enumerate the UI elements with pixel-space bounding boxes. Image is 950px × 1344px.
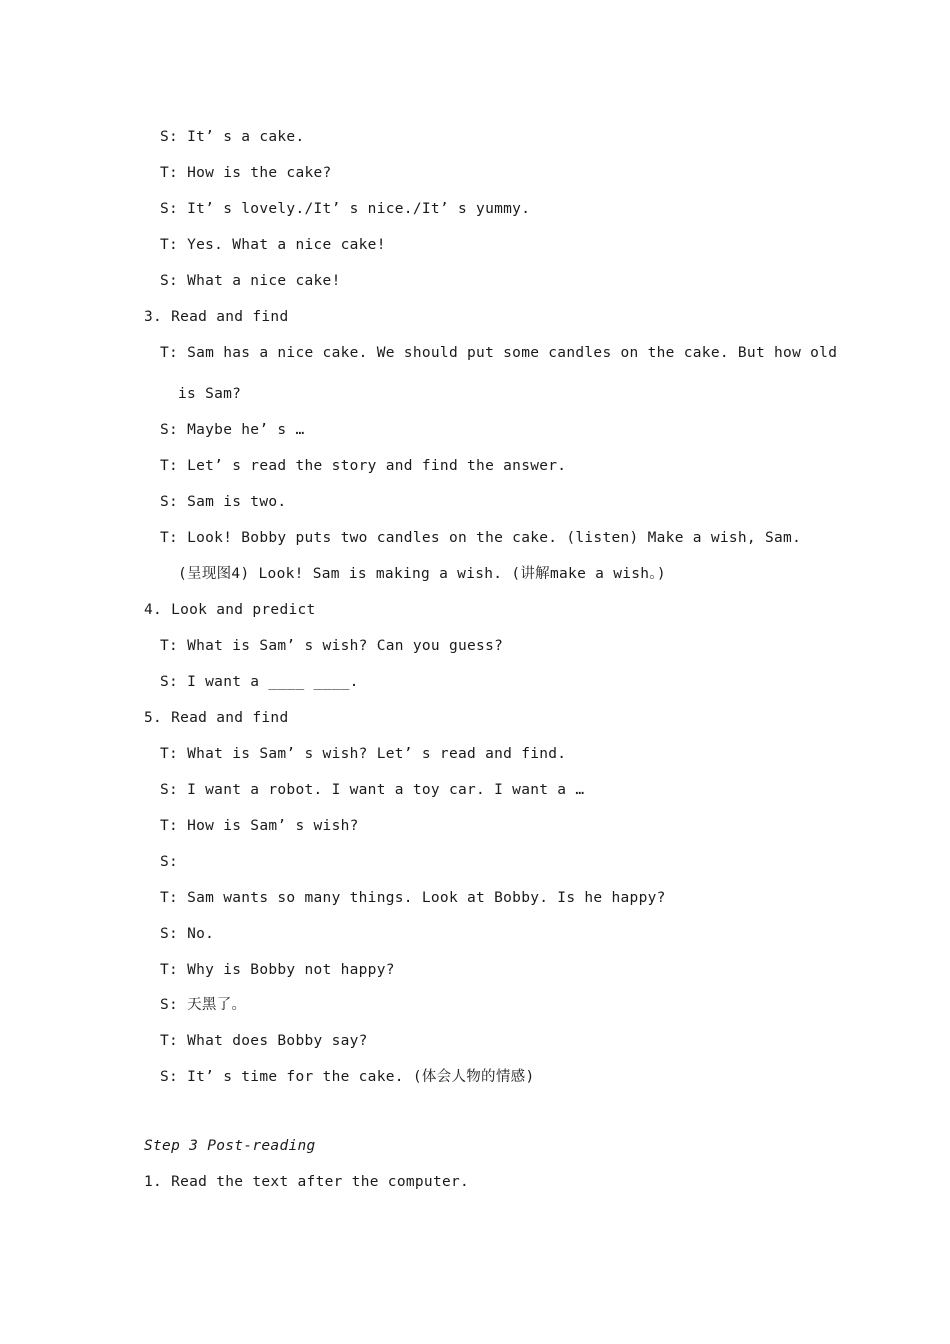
- dialogue-line: T: Yes. What a nice cake!: [160, 237, 386, 253]
- dialogue-line: S: It’ s lovely./It’ s nice./It’ s yummy.: [160, 201, 531, 217]
- section-heading: 4. Look and predict: [144, 602, 316, 618]
- section-heading: 3. Read and find: [144, 309, 289, 325]
- dialogue-continuation: (呈现图4) Look! Sam is making a wish. (讲解make a wish。): [178, 566, 666, 582]
- dialogue-line: S: 天黑了。: [160, 997, 247, 1013]
- dialogue-line: T: Sam has a nice cake. We should put some candles on the cake. But how old: [160, 345, 838, 361]
- dialogue-line: S: It’ s time for the cake. (体会人物的情感): [160, 1069, 535, 1085]
- dialogue-line: T: Why is Bobby not happy?: [160, 962, 395, 978]
- section-heading: 5. Read and find: [144, 710, 289, 726]
- dialogue-line: S: What a nice cake!: [160, 273, 341, 289]
- dialogue-line: S: Sam is two.: [160, 494, 287, 510]
- dialogue-line: T: How is Sam’ s wish?: [160, 818, 359, 834]
- dialogue-continuation: is Sam?: [178, 386, 242, 402]
- dialogue-line: T: How is the cake?: [160, 165, 332, 181]
- dialogue-line: T: Look! Bobby puts two candles on the cake. (listen) Make a wish, Sam.: [160, 530, 802, 546]
- list-item: 1. Read the text after the computer.: [144, 1174, 470, 1190]
- dialogue-line: S: No.: [160, 926, 215, 942]
- dialogue-line: T: Sam wants so many things. Look at Bobby. Is he happy?: [160, 890, 666, 906]
- step-heading: Step 3 Post-reading: [144, 1138, 316, 1154]
- dialogue-line: S: I want a ____ ____.: [160, 674, 359, 690]
- dialogue-line: T: What is Sam’ s wish? Can you guess?: [160, 638, 504, 654]
- dialogue-line: T: Let’ s read the story and find the answer.: [160, 458, 567, 474]
- dialogue-line: S: Maybe he’ s …: [160, 422, 305, 438]
- dialogue-line: S: I want a robot. I want a toy car. I want a …: [160, 782, 585, 798]
- dialogue-line: T: What does Bobby say?: [160, 1033, 368, 1049]
- dialogue-line: S: It’ s a cake.: [160, 129, 305, 145]
- dialogue-line: T: What is Sam’ s wish? Let’ s read and find.: [160, 746, 567, 762]
- dialogue-line: S:: [160, 854, 179, 870]
